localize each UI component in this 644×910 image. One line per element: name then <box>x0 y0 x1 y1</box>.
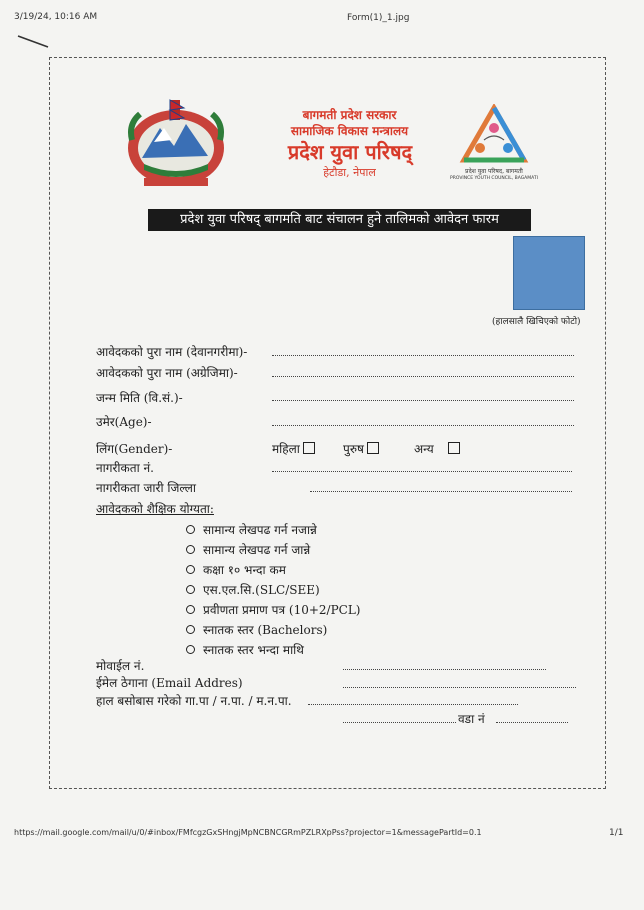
gender-option-male[interactable] <box>343 440 379 457</box>
qualification-label: सामान्य लेखपढ गर्न नजान्ने <box>203 523 317 537</box>
youth-council-logo-icon <box>458 104 530 166</box>
label-name-devanagari: आवेदकको पुरा नाम (देवानगरीमा)- <box>96 345 248 359</box>
radio-circle-icon <box>186 565 195 574</box>
radio-circle-icon <box>186 645 195 654</box>
gender-other-label: अन्य <box>414 442 434 456</box>
input-name-english[interactable] <box>272 376 574 377</box>
label-name-english: आवेदकको पुरा नाम (अग्रेजिमा)- <box>96 366 238 380</box>
qualification-option[interactable] <box>186 601 361 618</box>
print-datetime: 3/19/24, 10:16 AM <box>14 12 98 22</box>
qualification-option[interactable] <box>186 541 310 558</box>
youth-council-caption-en: PROVINCE YOUTH COUNCIL, BAGAMATI <box>450 176 538 181</box>
radio-circle-icon <box>186 525 195 534</box>
print-filename: Form(1)_1.jpg <box>347 13 410 23</box>
qualification-option[interactable] <box>186 641 304 658</box>
org-line1: बागमती प्रदेश सरकार <box>302 108 397 122</box>
checkbox-other[interactable] <box>448 442 460 454</box>
pen-mark-icon <box>16 33 50 49</box>
input-address[interactable] <box>308 704 518 705</box>
gender-male-label: पुरुष <box>343 442 364 456</box>
input-age[interactable] <box>272 425 574 426</box>
print-footer-url: https://mail.google.com/mail/u/0/#inbox/FMfcgzGxSHngjMpNCBNCGRmPZLRXpPss?projector=1&messagePartId=0.1 <box>14 828 482 837</box>
radio-circle-icon <box>186 625 195 634</box>
radio-circle-icon <box>186 585 195 594</box>
input-email[interactable] <box>343 687 576 688</box>
label-citizenship-no: नागरीकता नं. <box>96 461 154 475</box>
nepal-emblem-icon <box>124 98 228 190</box>
qualification-label: स्नातक स्तर (Bachelors) <box>203 623 328 637</box>
checkbox-male[interactable] <box>367 442 379 454</box>
label-gender: लिंग(Gender)- <box>96 442 173 456</box>
gender-option-other[interactable] <box>414 440 460 457</box>
qualification-label: कक्षा १० भन्दा कम <box>203 563 286 577</box>
label-mobile: मोवाईल नं. <box>96 659 145 673</box>
gender-option-female[interactable] <box>272 440 315 457</box>
label-address: हाल बसोबास गरेको गा.पा / न.पा. / म.न.पा. <box>96 694 292 708</box>
qualification-option[interactable] <box>186 521 317 538</box>
print-page-number: 1/1 <box>609 828 624 838</box>
label-dob: जन्म मिति (वि.सं.)- <box>96 391 183 405</box>
label-age: उमेर(Age)- <box>96 415 152 429</box>
label-ward: वडा नं <box>458 712 485 726</box>
org-line2: सामाजिक विकास मन्त्रालय <box>290 124 409 138</box>
form-title-banner: प्रदेश युवा परिषद् बागमति बाट संचालन हुने तालिमको आवेदन फारम <box>148 209 531 231</box>
qualification-label: सामान्य लेखपढ गर्न जान्ने <box>203 543 311 557</box>
photo-placeholder <box>513 236 585 310</box>
youth-council-caption: प्रदेश युवा परिषद, बागमती <box>465 168 523 175</box>
qualification-option[interactable] <box>186 581 320 598</box>
radio-circle-icon <box>186 545 195 554</box>
qualification-option[interactable] <box>186 621 327 638</box>
qualification-label: प्रवीणता प्रमाण पत्र (10+2/PCL) <box>203 603 361 617</box>
input-address-line2[interactable] <box>343 722 456 723</box>
qualification-label: स्नातक स्तर भन्दा माथि <box>203 643 304 657</box>
input-name-devanagari[interactable] <box>272 355 574 356</box>
label-citizenship-district: नागरीकता जारी जिल्ला <box>96 481 197 495</box>
org-title: प्रदेश युवा परिषद् <box>287 140 413 164</box>
input-citizenship-no[interactable] <box>272 471 572 472</box>
qualification-heading: आवेदकको शैक्षिक योग्यता: <box>96 502 214 516</box>
checkbox-female[interactable] <box>303 442 315 454</box>
input-mobile[interactable] <box>343 669 546 670</box>
input-citizenship-district[interactable] <box>310 491 572 492</box>
radio-circle-icon <box>186 605 195 614</box>
label-email: ईमेल ठेगाना (Email Addres) <box>96 676 243 690</box>
photo-caption: (हालसालै खिचिएको फोटो) <box>492 317 581 327</box>
qualification-option[interactable] <box>186 561 286 578</box>
input-ward[interactable] <box>496 722 568 723</box>
input-dob[interactable] <box>272 400 574 401</box>
gender-female-label: महिला <box>272 442 300 456</box>
org-location: हेटौडा, नेपाल <box>323 166 376 179</box>
qualification-label: एस.एल.सि.(SLC/SEE) <box>203 583 320 597</box>
